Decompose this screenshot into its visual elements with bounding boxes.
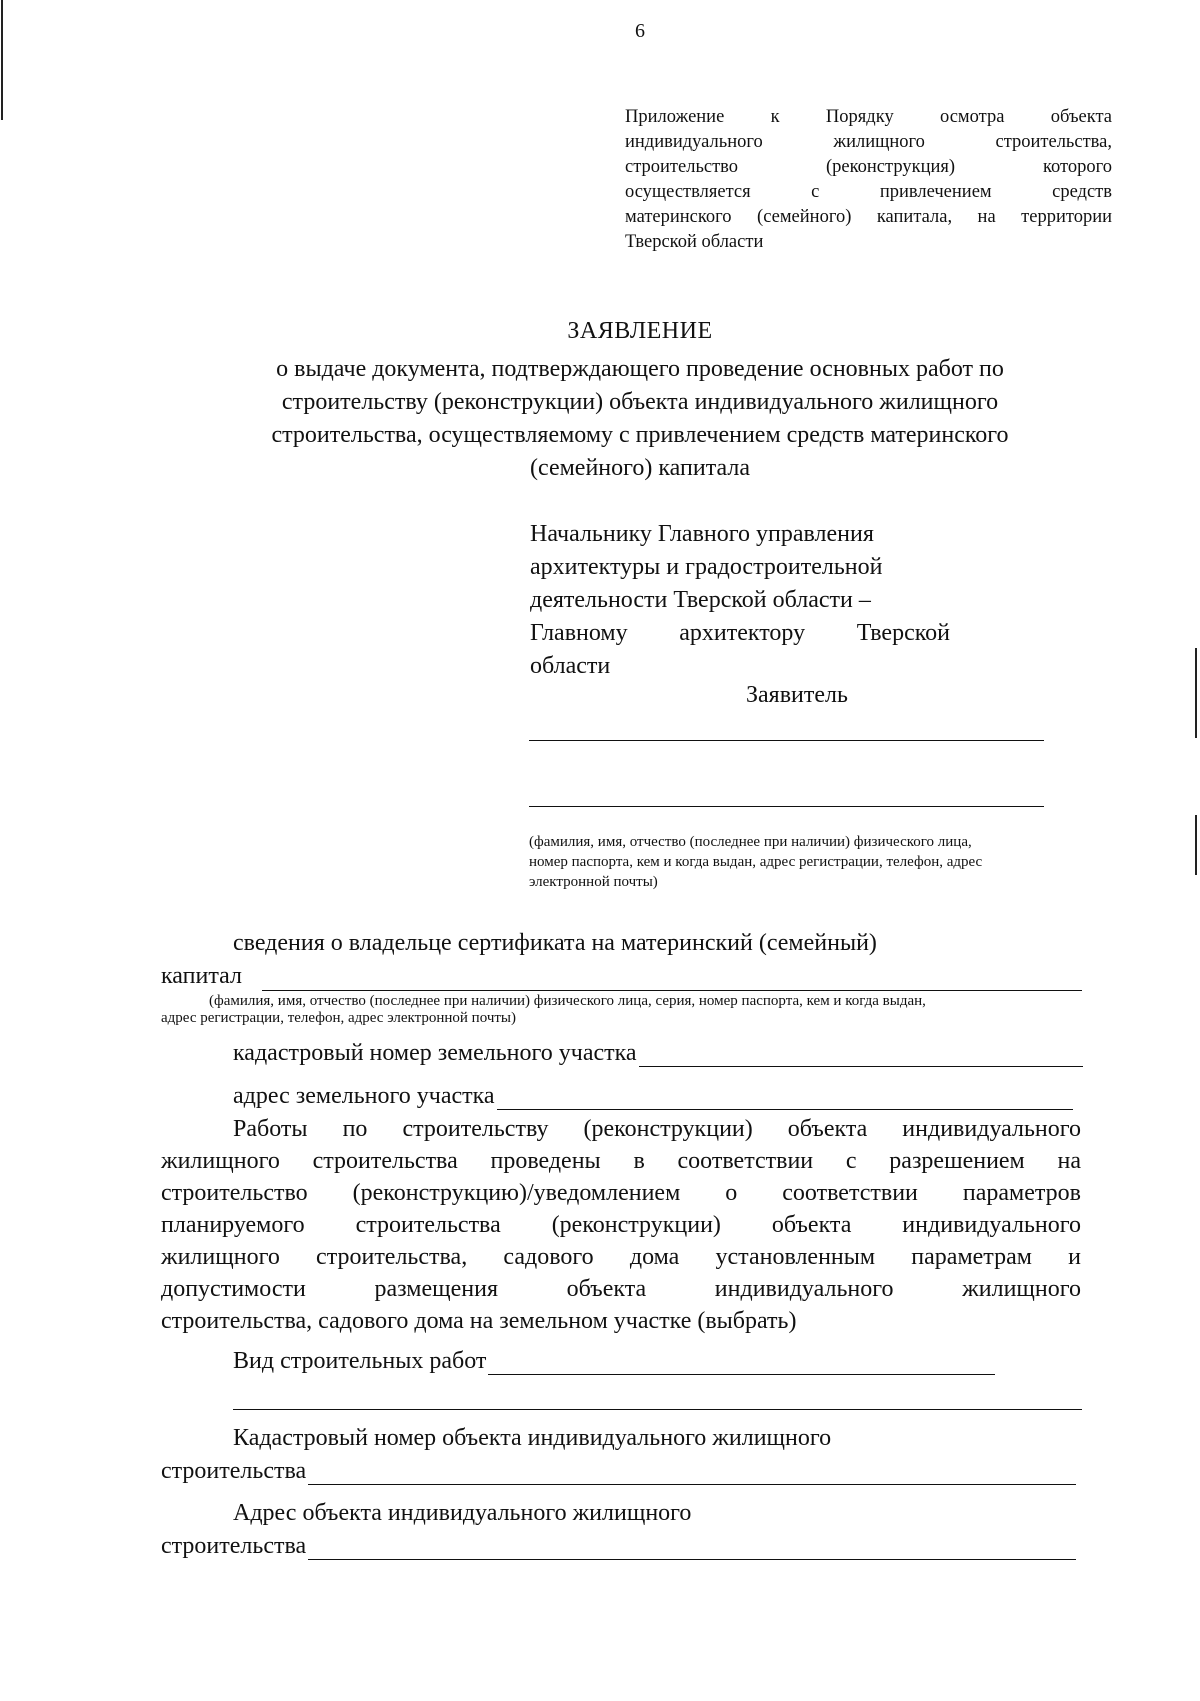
address-object-label: строительства xyxy=(161,1533,307,1559)
recipient-line: деятельности Тверской области – xyxy=(530,587,871,613)
appendix-line: строительство (реконструкция) которого xyxy=(625,157,1112,177)
recipient-line: Начальнику Главного управления xyxy=(530,521,874,547)
address-land-label: адрес земельного участка xyxy=(233,1083,495,1109)
cadastral-land-input-line[interactable] xyxy=(639,1044,1083,1067)
works-line: строительства, садового дома на земельном участке (выбрать) xyxy=(161,1308,797,1334)
recipient-block xyxy=(530,518,950,683)
recipient-line: Главному архитектору Тверской xyxy=(530,620,950,646)
cadastral-object-line1: Кадастровый номер объекта индивидуального жилищного xyxy=(233,1425,832,1451)
note-line: номер паспорта, кем и когда выдан, адрес регистрации, телефон, адрес xyxy=(529,854,983,870)
works-line: допустимости размещения объекта индивидуального жилищного xyxy=(161,1276,1081,1302)
recipient-line: области xyxy=(530,653,611,679)
appendix-line: материнского (семейного) капитала, на территории xyxy=(625,207,1112,227)
scan-edge-right-lower xyxy=(1195,815,1197,875)
subtitle-line: строительству (реконструкции) объекта индивидуального жилищного xyxy=(281,389,999,415)
appendix-note xyxy=(625,105,1112,255)
address-object-row xyxy=(161,1533,1076,1560)
address-land-row xyxy=(233,1083,1073,1110)
works-line: строительство (реконструкцию)/уведомлением о соответствии параметров xyxy=(161,1180,1081,1206)
owner-note-line: (фамилия, имя, отчество (последнее при наличии) физического лица, серия, номер паспорта, кем и когда выдан, xyxy=(209,993,926,1009)
cadastral-object-input-line[interactable] xyxy=(308,1462,1076,1485)
cadastral-object-row xyxy=(161,1458,1076,1485)
document-title: ЗАЯВЛЕНИЕ xyxy=(567,318,713,344)
cadastral-land-label: кадастровый номер земельного участка xyxy=(233,1040,637,1066)
owner-note-line: адрес регистрации, телефон, адрес электронной почты) xyxy=(161,1010,516,1026)
document-subtitle xyxy=(170,353,1110,485)
applicant-note xyxy=(529,832,1089,892)
cadastral-land-row xyxy=(233,1040,1083,1067)
appendix-line: Приложение к Порядку осмотра объекта xyxy=(625,107,1112,127)
recipient-line: архитектуры и градостроительной xyxy=(530,554,883,580)
applicant-label: Заявитель xyxy=(746,682,848,708)
appendix-line: индивидуального жилищного строительства, xyxy=(625,132,1112,152)
applicant-details-line[interactable] xyxy=(529,806,1044,807)
owner-note xyxy=(161,993,1091,1027)
works-line: планируемого строительства (реконструкции) объекта индивидуального xyxy=(161,1212,1081,1238)
owner-label-line2: капитал xyxy=(161,963,242,989)
work-type-row xyxy=(233,1348,995,1375)
address-object-line1: Адрес объекта индивидуального жилищного xyxy=(233,1500,692,1526)
works-line: жилищного строительства, садового дома установленным параметрам и xyxy=(161,1244,1081,1270)
work-type-second-line[interactable] xyxy=(233,1409,1082,1410)
applicant-name-line[interactable] xyxy=(529,740,1044,741)
work-type-input-line[interactable] xyxy=(488,1352,995,1375)
works-line: Работы по строительству (реконструкции) объекта индивидуального xyxy=(233,1116,1081,1142)
works-line: жилищного строительства проведены в соответствии с разрешением на xyxy=(161,1148,1081,1174)
appendix-line: Тверской области xyxy=(625,232,764,252)
subtitle-line: о выдаче документа, подтверждающего проведение основных работ по xyxy=(276,356,1004,382)
note-line: (фамилия, имя, отчество (последнее при наличии) физического лица, xyxy=(529,834,972,850)
work-type-label: Вид строительных работ xyxy=(233,1348,487,1374)
subtitle-line: строительства, осуществляемому с привлечением средств материнского xyxy=(271,422,1009,448)
works-paragraph xyxy=(161,1113,1081,1337)
scan-edge-right xyxy=(1195,648,1197,738)
address-land-input-line[interactable] xyxy=(497,1087,1073,1110)
subtitle-line: (семейного) капитала xyxy=(530,455,750,481)
cadastral-object-label: строительства xyxy=(161,1458,307,1484)
appendix-line: осуществляется с привлечением средств xyxy=(625,182,1112,202)
address-object-input-line[interactable] xyxy=(308,1537,1076,1560)
owner-label-line1: сведения о владельце сертификата на материнский (семейный) xyxy=(233,930,877,956)
owner-input-line[interactable] xyxy=(262,990,1082,991)
page-number: 6 xyxy=(635,20,645,42)
note-line: электронной почты) xyxy=(529,874,658,890)
scan-edge-left xyxy=(1,0,3,120)
